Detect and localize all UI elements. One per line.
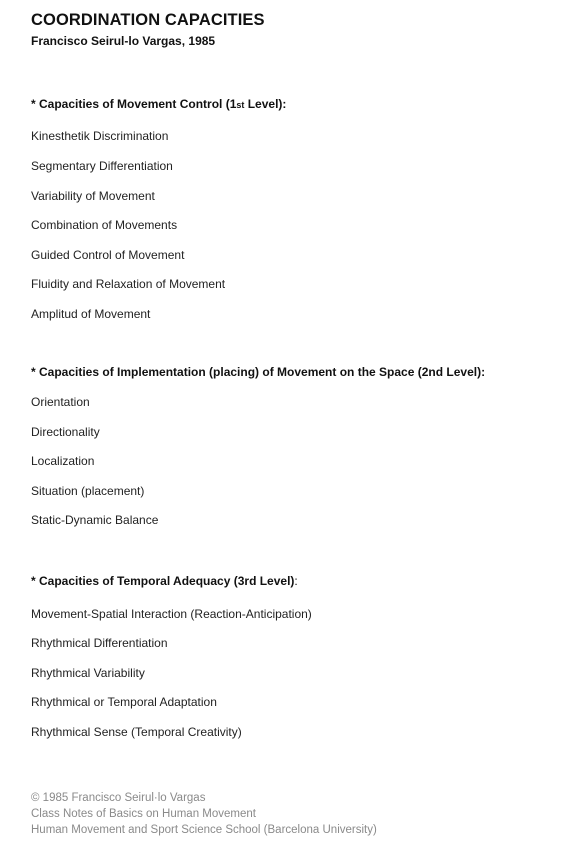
- list-item: Combination of Movements: [31, 218, 178, 232]
- document-title: COORDINATION CAPACITIES: [31, 11, 265, 29]
- section-heading-colon: :: [294, 574, 298, 588]
- section-heading-implementation: * Capacities of Implementation (placing) of Movement on the Space (2nd Level):: [31, 365, 486, 379]
- list-item: Situation (placement): [31, 484, 145, 498]
- section-heading-text: * Capacities of Movement Control (1: [31, 97, 237, 111]
- list-item: Segmentary Differentiation: [31, 159, 173, 173]
- list-item: Rhythmical or Temporal Adaptation: [31, 695, 217, 709]
- list-item: Movement-Spatial Interaction (Reaction-Anticipation): [31, 607, 312, 621]
- list-item: Guided Control of Movement: [31, 248, 185, 262]
- section-heading-ordinal-suffix: st: [236, 100, 245, 110]
- document-author: Francisco Seirul-lo Vargas, 1985: [31, 34, 216, 48]
- list-item: Orientation: [31, 395, 90, 409]
- section-heading-text: * Capacities of Temporal Adequacy (3rd Level): [31, 574, 295, 588]
- list-item: Static-Dynamic Balance: [31, 513, 159, 527]
- list-item: Localization: [31, 454, 95, 468]
- footer-course-line: Class Notes of Basics on Human Movement: [31, 808, 256, 820]
- list-item: Fluidity and Relaxation of Movement: [31, 277, 226, 291]
- list-item: Rhythmical Variability: [31, 666, 145, 680]
- footer-copyright: © 1985 Francisco Seirul·lo Vargas: [31, 792, 206, 804]
- list-item: Rhythmical Differentiation: [31, 636, 168, 650]
- footer-school-line: Human Movement and Sport Science School (Barcelona University): [31, 824, 377, 836]
- section-heading-text: Level):: [244, 97, 287, 111]
- list-item: Variability of Movement: [31, 189, 155, 203]
- list-item: Rhythmical Sense (Temporal Creativity): [31, 725, 242, 739]
- list-item: Amplitud of Movement: [31, 307, 151, 321]
- section-heading-temporal-adequacy: [31, 574, 298, 588]
- list-item: Directionality: [31, 425, 100, 439]
- list-item: Kinesthetik Discrimination: [31, 129, 169, 143]
- section-heading-movement-control: [31, 97, 286, 111]
